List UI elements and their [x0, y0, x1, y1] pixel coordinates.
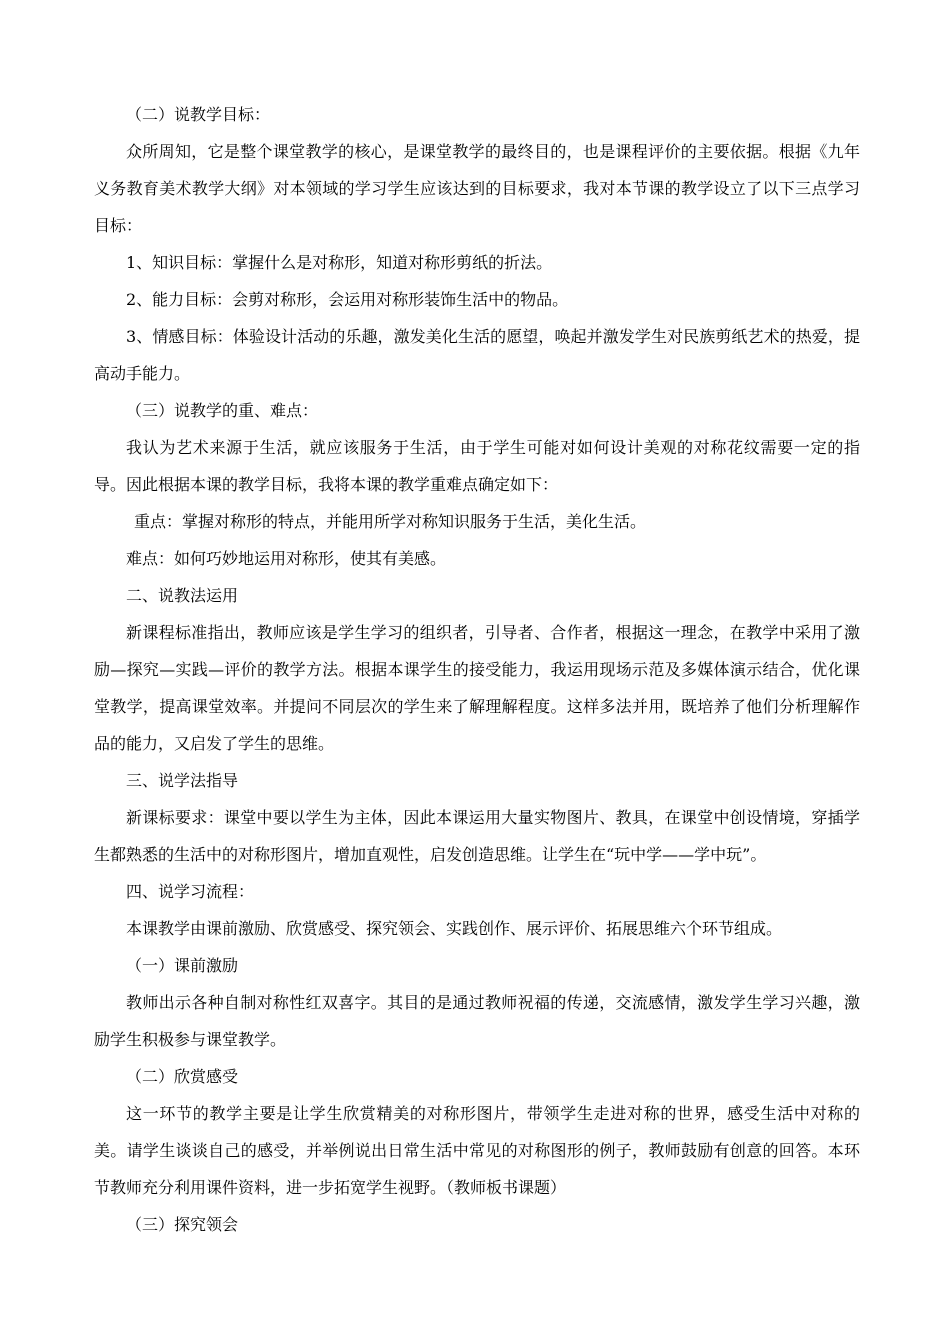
paragraph-pre-class-motivation: 教师出示各种自制对称性红双喜字。其目的是通过教师祝福的传递，交流感情，激发学生学习兴趣，激励学生积极参与课堂教学。 [94, 993, 860, 1049]
paragraph-goals-intro: 众所周知，它是整个课堂教学的核心，是课堂教学的最终目的，也是课程评价的主要依据。根据《九年义务教育美术教学大纲》对本领域的学习学生应该达到的目标要求，我对本节课的教学设立了以下三点学习目标： [94, 142, 860, 235]
subsection-heading-exploration: （三）探究领会 [126, 1215, 239, 1234]
section-heading-key-difficult-points: （三）说教学的重、难点： [126, 401, 319, 420]
goal-ability: 2、能力目标：会剪对称形，会运用对称形装饰生活中的物品。 [126, 290, 569, 309]
paragraph-appreciation: 这一环节的教学主要是让学生欣赏精美的对称形图片，带领学生走进对称的世界，感受生活中对称的美。请学生谈谈自己的感受，并举例说出日常生活中常见的对称图形的例子，教师鼓励有创意的回答。本环节教师充分利用课件资料，进一步拓宽学生视野。（教师板书课题） [94, 1104, 860, 1197]
paragraph-teaching-methods: 新课程标准指出，教师应该是学生学习的组织者，引导者、合作者，根据这一理念，在教学中采用了激励—探究—实践—评价的教学方法。根据本课学生的接受能力，我运用现场示范及多媒体演示结合，优化课堂教学，提高课堂效率。并提问不同层次的学生来了解理解程度。这样多法并用，既培养了他们分析理解作品的能力，又启发了学生的思维。 [94, 623, 860, 753]
section-heading-learning-process: 四、说学习流程： [126, 882, 255, 901]
paragraph-process-overview: 本课教学由课前激励、欣赏感受、探究领会、实践创作、展示评价、拓展思维六个环节组成。 [126, 919, 783, 938]
section-heading-teaching-goals: （二）说教学目标： [126, 105, 271, 124]
goal-knowledge: 1、知识目标：掌握什么是对称形，知道对称形剪纸的折法。 [126, 253, 553, 272]
goal-emotion: 3、情感目标：体验设计活动的乐趣，激发美化生活的愿望，唤起并激发学生对民族剪纸艺术的热爱，提高动手能力。 [94, 327, 860, 383]
section-heading-teaching-methods: 二、说教法运用 [126, 586, 239, 605]
section-heading-learning-guidance: 三、说学法指导 [126, 771, 239, 790]
key-point: 重点：掌握对称形的特点，并能用所学对称知识服务于生活，美化生活。 [134, 512, 647, 531]
paragraph-learning-guidance: 新课标要求：课堂中要以学生为主体，因此本课运用大量实物图片、教具，在课堂中创设情境，穿插学生都熟悉的生活中的对称形图片，增加直观性，启发创造思维。让学生在“玩中学——学中玩”。 [94, 808, 860, 864]
subsection-heading-appreciation: （二）欣赏感受 [126, 1067, 239, 1086]
difficult-point: 难点：如何巧妙地运用对称形，使其有美感。 [126, 549, 447, 568]
paragraph-key-points-intro: 我认为艺术来源于生活，就应该服务于生活，由于学生可能对如何设计美观的对称花纹需要一定的指导。因此根据本课的教学目标，我将本课的教学重难点确定如下： [94, 438, 860, 494]
document-body [94, 96, 860, 1243]
subsection-heading-pre-class-motivation: （一）课前激励 [126, 956, 239, 975]
